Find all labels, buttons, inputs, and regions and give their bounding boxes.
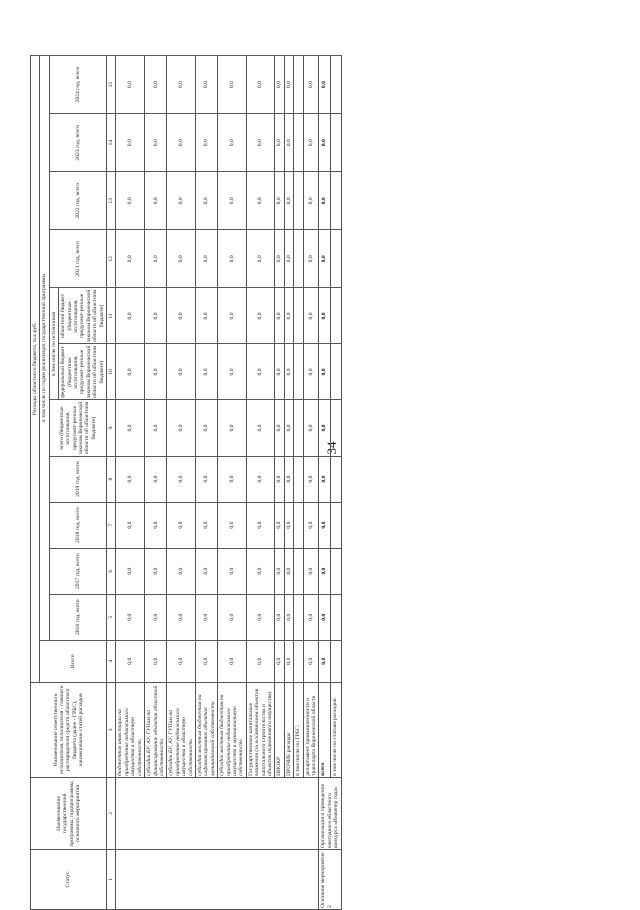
value-cell: 0,0 bbox=[195, 114, 217, 172]
value-cell: 0,0 bbox=[167, 230, 196, 288]
empty-cell bbox=[330, 288, 341, 344]
value-cell: 0,0 bbox=[116, 400, 145, 456]
empty-cell bbox=[330, 172, 341, 230]
value-cell: 0,0 bbox=[218, 56, 247, 114]
expense-item-label: НИОКР bbox=[275, 682, 284, 777]
value-cell: 0,0 bbox=[275, 502, 284, 548]
value-cell: 0,0 bbox=[218, 502, 247, 548]
value-cell: 0,0 bbox=[303, 344, 319, 400]
value-cell: 0,0 bbox=[145, 400, 167, 456]
value-cell: 0,0 bbox=[167, 172, 196, 230]
header-year-2020-total: всего (бюджетные ассигнования, предусмот-ренные законом Воронежской области об областном бюджете) bbox=[49, 400, 106, 456]
value-cell: 0,0 bbox=[145, 502, 167, 548]
value-cell: 0,0 bbox=[275, 56, 284, 114]
value-cell: 0,0 bbox=[246, 456, 275, 502]
value-cell: 0,0 bbox=[284, 288, 293, 344]
value-cell: 0,0 bbox=[218, 640, 247, 682]
value-cell: 0,0 bbox=[246, 114, 275, 172]
value-cell: 0,0 bbox=[218, 548, 247, 594]
table-body bbox=[116, 56, 341, 910]
header-year-2020-regional: областной бюджет (бюджетные ассигнования, предусмот-ренные законом Воронежской области об областном бюджете) bbox=[60, 289, 105, 343]
value-cell: 0,0 bbox=[167, 400, 196, 456]
value-cell: 0,0 bbox=[284, 456, 293, 502]
value-cell: 0,0 bbox=[195, 502, 217, 548]
column-index-cell: 6 bbox=[107, 548, 116, 594]
value-cell: 0,0 bbox=[145, 594, 167, 640]
value-cell: 0,0 bbox=[319, 502, 330, 548]
value-cell: 0,0 bbox=[167, 114, 196, 172]
value-cell: 0,0 bbox=[116, 548, 145, 594]
program-name-cell bbox=[116, 777, 319, 849]
value-cell: 0,0 bbox=[284, 400, 293, 456]
value-cell: 0,0 bbox=[275, 548, 284, 594]
value-cell: 0,0 bbox=[195, 400, 217, 456]
value-cell: 0,0 bbox=[195, 56, 217, 114]
status-cell bbox=[116, 849, 319, 909]
value-cell: 0,0 bbox=[246, 344, 275, 400]
value-cell: 0,0 bbox=[319, 344, 330, 400]
header-year-2019: 2019 год, всего bbox=[49, 456, 106, 502]
value-cell: 0,0 bbox=[246, 548, 275, 594]
value-cell: 0,0 bbox=[145, 548, 167, 594]
value-cell bbox=[294, 502, 303, 548]
empty-cell bbox=[330, 230, 341, 288]
value-cell: 0,0 bbox=[167, 288, 196, 344]
value-cell: 0,0 bbox=[275, 114, 284, 172]
expense-item-label: бюджетные инвестиции на приобретение недвижимого имущества в областную собственность bbox=[116, 682, 145, 777]
header-year-2021: 2021 год, всего bbox=[49, 230, 106, 288]
value-cell: 0,0 bbox=[167, 548, 196, 594]
event2-total-label: всего bbox=[319, 682, 330, 777]
value-cell: 0,0 bbox=[116, 640, 145, 682]
event2-sub-label: в том числе по статьям расходов: bbox=[330, 682, 341, 777]
empty-cell bbox=[330, 344, 341, 400]
value-cell: 0,0 bbox=[319, 456, 330, 502]
value-cell: 0,0 bbox=[319, 288, 330, 344]
budget-table bbox=[30, 55, 342, 910]
header-expenses-title: Расходы областного бюджета, тыс.руб. bbox=[31, 56, 40, 683]
column-index-cell: 2 bbox=[107, 777, 116, 849]
header-year-2024: 2024 год, всего bbox=[49, 56, 106, 114]
column-index-cell: 3 bbox=[107, 682, 116, 777]
value-cell: 0,0 bbox=[145, 172, 167, 230]
column-index-cell: 13 bbox=[107, 172, 116, 230]
value-cell: 0,0 bbox=[284, 114, 293, 172]
value-cell bbox=[294, 640, 303, 682]
value-cell: 0,0 bbox=[275, 230, 284, 288]
value-cell bbox=[294, 288, 303, 344]
value-cell bbox=[294, 172, 303, 230]
value-cell: 0,0 bbox=[246, 502, 275, 548]
column-index-cell: 1 bbox=[107, 849, 116, 909]
value-cell bbox=[294, 548, 303, 594]
value-cell: 0,0 bbox=[195, 344, 217, 400]
column-index-cell: 5 bbox=[107, 594, 116, 640]
value-cell: 0,0 bbox=[145, 640, 167, 682]
value-cell: 0,0 bbox=[195, 288, 217, 344]
value-cell: 0,0 bbox=[116, 56, 145, 114]
value-cell: 0,0 bbox=[167, 594, 196, 640]
value-cell: 0,0 bbox=[284, 172, 293, 230]
value-cell: 0,0 bbox=[218, 230, 247, 288]
header-by-years: в том числе по годам реализации государственной программы bbox=[40, 56, 49, 641]
value-cell: 0,0 bbox=[319, 172, 330, 230]
value-cell: 0,0 bbox=[319, 548, 330, 594]
value-cell bbox=[294, 56, 303, 114]
header-program-name: Наименование государственной программы, подпрограммы, основного мероприятия bbox=[31, 777, 107, 849]
column-index-cell: 8 bbox=[107, 456, 116, 502]
value-cell: 0,0 bbox=[246, 230, 275, 288]
value-cell bbox=[294, 114, 303, 172]
column-index-cell: 10 bbox=[107, 344, 116, 400]
column-index-cell: 14 bbox=[107, 114, 116, 172]
value-cell: 0,0 bbox=[116, 502, 145, 548]
empty-cell bbox=[330, 594, 341, 640]
empty-cell bbox=[330, 502, 341, 548]
page-number: 34 bbox=[324, 441, 339, 455]
column-index-row bbox=[107, 56, 116, 910]
header-executor: Наименование ответственного исполнителя, исполнителя - главного распорядителя средств областного бюджета (далее - ГРБС), наименование статей расходов bbox=[31, 682, 107, 777]
expense-item-label: субсидии БУ, АУ, ГУПам на финансирование объектов областной собственности bbox=[145, 682, 167, 777]
value-cell: 0,0 bbox=[218, 344, 247, 400]
event2-status: Основное мероприятие 2 bbox=[319, 849, 341, 909]
header-year-2020-sources: в том числе по источникам bbox=[49, 288, 58, 400]
value-cell: 0,0 bbox=[275, 456, 284, 502]
value-cell: 0,0 bbox=[303, 172, 319, 230]
value-cell: 0,0 bbox=[303, 502, 319, 548]
value-cell: 0,0 bbox=[303, 640, 319, 682]
header-total: Всего bbox=[40, 640, 107, 682]
header-year-2018: 2018 год, всего bbox=[49, 502, 106, 548]
value-cell bbox=[294, 230, 303, 288]
value-cell: 0,0 bbox=[167, 640, 196, 682]
value-cell: 0,0 bbox=[116, 456, 145, 502]
header-status: Статус bbox=[31, 849, 107, 909]
empty-cell bbox=[330, 640, 341, 682]
value-cell: 0,0 bbox=[284, 640, 293, 682]
value-cell: 0,0 bbox=[116, 230, 145, 288]
value-cell: 0,0 bbox=[303, 400, 319, 456]
value-cell: 0,0 bbox=[145, 456, 167, 502]
value-cell: 0,0 bbox=[284, 594, 293, 640]
value-cell: 0,0 bbox=[116, 172, 145, 230]
value-cell: 0,0 bbox=[319, 56, 330, 114]
value-cell: 0,0 bbox=[116, 114, 145, 172]
value-cell: 0,0 bbox=[218, 594, 247, 640]
value-cell: 0,0 bbox=[167, 502, 196, 548]
header-year-2022: 2022 год, всего bbox=[49, 172, 106, 230]
value-cell: 0,0 bbox=[145, 114, 167, 172]
value-cell: 0,0 bbox=[195, 172, 217, 230]
value-cell: 0,0 bbox=[275, 594, 284, 640]
value-cell: 0,0 bbox=[275, 288, 284, 344]
empty-cell bbox=[330, 548, 341, 594]
value-cell bbox=[294, 594, 303, 640]
value-cell: 0,0 bbox=[246, 640, 275, 682]
expense-item-label: Государственные капитальные вложения (за исключением объектов капитального строительства и объектов недвижимого имущества) bbox=[246, 682, 275, 777]
value-cell bbox=[294, 400, 303, 456]
value-cell: 0,0 bbox=[275, 400, 284, 456]
value-cell: 0,0 bbox=[145, 288, 167, 344]
value-cell: 0,0 bbox=[319, 114, 330, 172]
value-cell: 0,0 bbox=[145, 56, 167, 114]
value-cell: 0,0 bbox=[116, 594, 145, 640]
event2-total-row bbox=[319, 56, 330, 910]
value-cell: 0,0 bbox=[195, 548, 217, 594]
value-cell: 0,0 bbox=[284, 230, 293, 288]
column-index-cell: 7 bbox=[107, 502, 116, 548]
value-cell: 0,0 bbox=[303, 548, 319, 594]
value-cell: 0,0 bbox=[284, 56, 293, 114]
value-cell: 0,0 bbox=[284, 502, 293, 548]
value-cell: 0,0 bbox=[246, 594, 275, 640]
value-cell: 0,0 bbox=[167, 456, 196, 502]
empty-cell bbox=[330, 114, 341, 172]
value-cell: 0,0 bbox=[275, 344, 284, 400]
column-index-cell: 9 bbox=[107, 400, 116, 456]
value-cell: 0,0 bbox=[195, 640, 217, 682]
empty-cell bbox=[330, 456, 341, 502]
empty-cell bbox=[330, 56, 341, 114]
value-cell: 0,0 bbox=[303, 230, 319, 288]
value-cell: 0,0 bbox=[275, 640, 284, 682]
value-cell: 0,0 bbox=[218, 288, 247, 344]
value-cell: 0,0 bbox=[319, 594, 330, 640]
column-index-cell: 4 bbox=[107, 640, 116, 682]
expense-item-label: в том числе по ГРБС: bbox=[294, 682, 303, 777]
value-cell: 0,0 bbox=[303, 456, 319, 502]
expense-item-label: субсидии БУ, АУ, ГУПам на приобретение недвижимого имущества в областную собственность bbox=[167, 682, 196, 777]
value-cell: 0,0 bbox=[195, 456, 217, 502]
value-cell: 0,0 bbox=[303, 288, 319, 344]
column-index-cell: 12 bbox=[107, 230, 116, 288]
header-year-2023: 2023 год, всего bbox=[49, 114, 106, 172]
table-row bbox=[116, 56, 145, 910]
header-year-2017: 2017 год, всего bbox=[49, 548, 106, 594]
value-cell: 0,0 bbox=[319, 400, 330, 456]
header-year-2020-federal: федеральный бюджет (бюджетные ассигнования, предусмот-ренные законом Воронежской области об областном бюджете) bbox=[60, 345, 105, 399]
empty-cell bbox=[330, 400, 341, 456]
value-cell: 0,0 bbox=[246, 288, 275, 344]
value-cell: 0,0 bbox=[218, 456, 247, 502]
value-cell: 0,0 bbox=[319, 640, 330, 682]
value-cell: 0,0 bbox=[116, 288, 145, 344]
budget-table-sheet bbox=[30, 55, 561, 910]
value-cell: 0,0 bbox=[284, 548, 293, 594]
value-cell: 0,0 bbox=[218, 172, 247, 230]
header-year-2016: 2016 год, всего bbox=[49, 594, 106, 640]
value-cell: 0,0 bbox=[218, 400, 247, 456]
value-cell: 0,0 bbox=[167, 344, 196, 400]
value-cell: 0,0 bbox=[116, 344, 145, 400]
value-cell bbox=[294, 344, 303, 400]
value-cell: 0,0 bbox=[195, 594, 217, 640]
value-cell: 0,0 bbox=[145, 230, 167, 288]
value-cell: 0,0 bbox=[246, 400, 275, 456]
event2-name: Организация и проведение ежегодного областного конкурса «Инженер года» bbox=[319, 777, 341, 849]
value-cell bbox=[294, 456, 303, 502]
expense-item-label: субсидии местным бюджетам на приобретение недвижимого имущества в муниципальную собственность bbox=[218, 682, 247, 777]
value-cell: 0,0 bbox=[195, 230, 217, 288]
value-cell: 0,0 bbox=[303, 114, 319, 172]
expense-item-label: департамент промышленности и транспорта Воронежской области bbox=[303, 682, 319, 777]
value-cell: 0,0 bbox=[246, 172, 275, 230]
value-cell: 0,0 bbox=[284, 344, 293, 400]
value-cell: 0,0 bbox=[167, 56, 196, 114]
value-cell: 0,0 bbox=[303, 56, 319, 114]
value-cell: 0,0 bbox=[275, 172, 284, 230]
value-cell: 0,0 bbox=[145, 344, 167, 400]
expense-item-label: субсидии местным бюджетам на софинансирование объектов муниципальной собственности bbox=[195, 682, 217, 777]
column-index-cell: 15 bbox=[107, 56, 116, 114]
column-index-cell: 11 bbox=[107, 288, 116, 344]
value-cell: 0,0 bbox=[246, 56, 275, 114]
expense-item-label: ПРОЧИЕ расходы bbox=[284, 682, 293, 777]
value-cell: 0,0 bbox=[303, 594, 319, 640]
value-cell: 0,0 bbox=[218, 114, 247, 172]
value-cell: 0,0 bbox=[319, 230, 330, 288]
